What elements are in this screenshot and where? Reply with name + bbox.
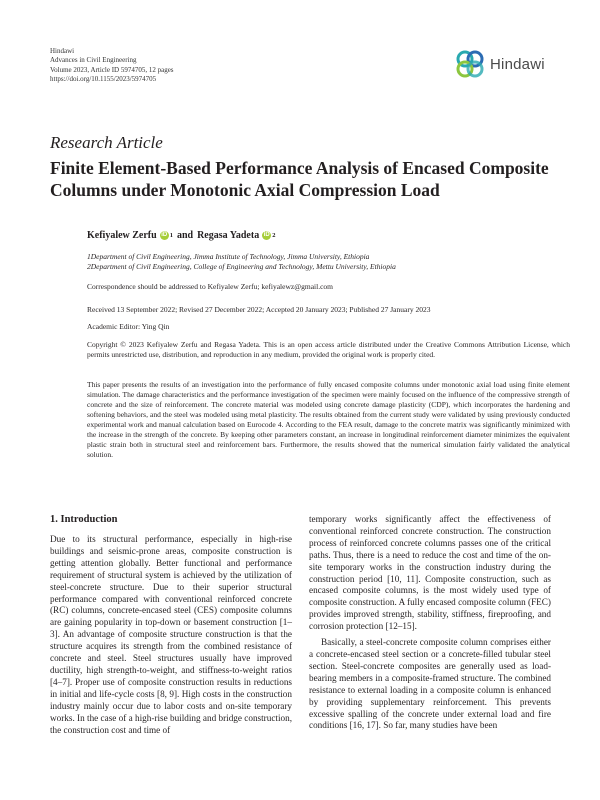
abstract: This paper presents the results of an investigation into the performance of fully encased composite columns under monotonic axial load using finite element simulation. The damage characteristics and the performance investigation of the specimen were mainly focused on the influence of the compressive strength of concrete and the size of reinforcement. The concrete material was modeled using concrete damage plasticity (CDP), which incorporates the hardening and softening behaviors, and the steel was modeled using metal plasticity. The results obtained from the current study were validated by using previously conducted experimental work and manual calculation based on Eurocode 4. According to the FEA result, damage to the concrete matrix was significantly minimized with the increase in the strength of the concrete. By keeping other parameters constant, an increase in longitudinal reinforcement diameter minimizes the equivalent plastic strain both in structural steel and reinforcement bars. Furthermore, the results showed that the numerical simulation fairly validated the analytical solution. — [87, 380, 570, 459]
publication-dates: Received 13 September 2022; Revised 27 December 2022; Accepted 20 January 2023; Published 27 January 2023 — [87, 305, 431, 314]
author-1[interactable]: Kefiyalew Zerfu — [87, 230, 157, 241]
paragraph: temporary works significantly affect the effectiveness of conventional reinforced concrete construction. The construction process of reinforced concrete columns passes one of the critical paths. Thus, there is a need to reduce the cost and time of the on-site temporary works in the construction industry during the construction period [10, 11]. Composite construction, such as encased composite columns, is the most widely used type of composite construction. A fully encased composite column (FEC) provides improved strength, stability, stiffness, fireproofing, and corrosion protection [12–15]. — [309, 514, 551, 632]
paragraph: Due to its structural performance, especially in high-rise buildings and seismic-prone areas, composite construction is getting attention globally. Better functional and performance requirement of structural system is achieved by the utilization of steel-concrete structure. Due to their superior structural performance compared with conventional reinforced concrete (RC) columns, concrete-encased steel (CES) composite columns are gaining popularity in top-down or basement construction [1–3]. An advantage of composite structure construction is that the structure acquires its strength from the combined resistance of concrete and steel. Steel structures usually have improved ductility, high strength-to-weight, and stiffness-to-weight ratios [4–7]. Proper use of composite construction results in reductions in initial and life-cycle costs [8, 9]. High costs in the construction industry mainly occur due to labor costs and on-site temporary works. In the case of a high-rise building and bridge construction, the construction cost and time of — [50, 534, 292, 735]
hindawi-logo[interactable] — [454, 48, 545, 80]
copyright-notice: Copyright © 2023 Kefiyalew Zerfu and Regasa Yadeta. This is an open access article distributed under the Creative Commons Attribution License, which permits unrestricted use, distribution, and reproduction in any medium, provided the original work is properly cited. — [87, 340, 570, 359]
section-heading-introduction: 1. Introduction — [50, 514, 118, 525]
publisher-name: Hindawi — [50, 47, 75, 55]
hindawi-logo-icon — [454, 48, 486, 80]
body-column-right — [309, 514, 551, 732]
author-conjunction: and — [176, 230, 194, 241]
affiliation-1: 1Department of Civil Engineering, Jimma Institute of Technology, Jimma University, Ethiopia — [87, 252, 370, 261]
journal-info — [50, 47, 174, 84]
paragraph: Basically, a steel-concrete composite column comprises either a concrete-encased steel section or a concrete-filled tubular steel section. Steel-concrete composites are generally used as load-bearing members in a composite-framed structure. The combined resistance to external loading in a composite column is enhanced by providing supplementary reinforcement. This prevents excessive spalling of the concrete under external load and fire conditions [16, 17]. So far, many studies have been — [309, 637, 551, 731]
author-line — [87, 230, 275, 241]
logo-text: Hindawi — [490, 55, 545, 73]
doi-link[interactable]: https://doi.org/10.1155/2023/5974705 — [50, 74, 157, 83]
orcid-icon[interactable]: iD — [161, 232, 168, 238]
academic-editor: Academic Editor: Ying Qin — [87, 322, 170, 331]
author-1-affil-mark: 1 — [169, 232, 173, 239]
orcid-icon[interactable]: iD — [263, 232, 270, 238]
body-column-left — [50, 534, 292, 736]
correspondence: Correspondence should be addressed to Kefiyalew Zerfu; kefiyalewz@gmail.com — [87, 282, 333, 291]
article-type: Research Article — [50, 133, 163, 152]
author-2[interactable]: Regasa Yadeta — [197, 230, 260, 241]
affiliations — [87, 252, 570, 272]
affiliation-2: 2Department of Civil Engineering, College of Engineering and Technology, Mettu University, Ethiopia — [87, 262, 396, 271]
volume-info: Volume 2023, Article ID 5974705, 12 pages — [50, 65, 174, 74]
author-2-affil-mark: 2 — [272, 232, 276, 239]
journal-name: Advances in Civil Engineering — [50, 56, 137, 65]
article-title: Finite Element-Based Performance Analysis of Encased Composite Columns under Monotonic Axial Compression Load — [50, 158, 549, 200]
